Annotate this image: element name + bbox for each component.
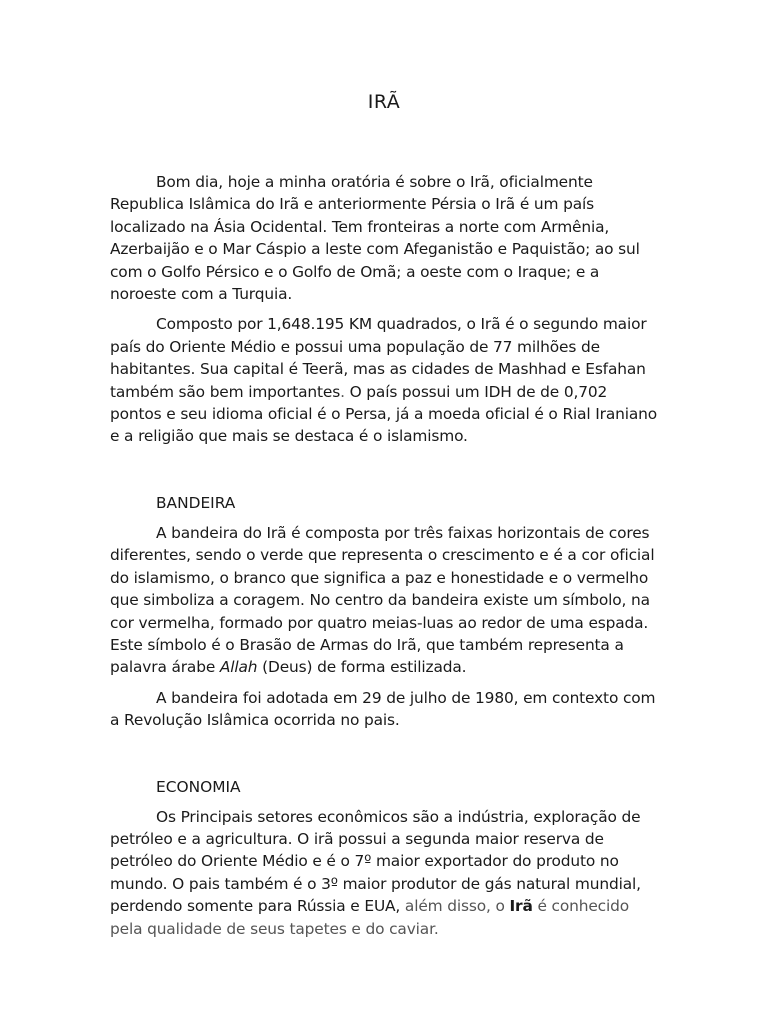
bandeira-paragraph-2-text: A bandeira foi adotada em 29 de julho de 1980, em contexto com a Revolução Islâmica ocorrida no pais. <box>110 688 656 730</box>
economia-paragraph-1-main: Os Principais setores econômicos são a indústria, exploração de petróleo e a agricultura. O irã possui a segunda maior reserva de petróleo do Oriente Médio e é o 7º maior exportador do produto no mundo. O pais também é o 3º maior produtor de gás natural mundial, perdendo somente para Rússia e EUA, <box>110 807 641 916</box>
intro-paragraph-2-period: . <box>340 382 345 401</box>
document-title: IRÃ <box>367 91 401 113</box>
section-heading-economia: ECONOMIA <box>156 777 241 796</box>
economia-paragraph-1-gray-2: é conhecido pela qualidade de seus tapetes e do caviar. <box>110 897 629 938</box>
intro-paragraph-2 <box>110 313 658 447</box>
economia-paragraph-1 <box>110 806 658 940</box>
intro-paragraph-2-rest: O país possui um IDH de de 0,702 pontos e seu idioma oficial é o Persa, já a moeda oficial é o Rial Iraniano e a religião que mais se destaca é o islamismo. <box>110 382 657 446</box>
document-page <box>110 88 658 940</box>
intro-paragraph-2-main: Composto por 1,648.195 KM quadrados, o Irã é o segundo maior país do Oriente Médio e possui uma população de 77 milhões de habitantes. Sua capital é Teerã, mas as cidades de Mashhad e Esfahan também são bem importantes <box>110 315 647 401</box>
economia-paragraph-1-bold: Irã <box>509 897 533 916</box>
intro-paragraph-1-text: Bom dia, hoje a minha oratória é sobre o Irã, oficialmente Republica Islâmica do Irã e anteriormente Pérsia o Irã é um país localizado na Ásia Ocidental. Tem fronteiras a norte com Armênia, Azerbaijão e o Mar Cáspio a leste com Afeganistão e Paquistão; ao sul com o Golfo Pérsico e o Golfo de Omã; a oeste com o Iraque; e a noroeste com a Turquia. <box>110 173 640 304</box>
bandeira-paragraph-1-italic: Allah <box>219 658 258 677</box>
bandeira-paragraph-1-before: A bandeira do Irã é composta por três faixas horizontais de cores diferentes, sendo o verde que representa o crescimento e é a cor oficial do islamismo, o branco que significa a paz e honestidade e o vermelho que simboliza a coragem. No centro da bandeira existe um símbolo, na cor vermelha, formado por quatro meias-luas ao redor de uma espada. Este símbolo é o Brasão de Armas do Irã, que também representa a palavra árabe <box>110 523 655 677</box>
bandeira-paragraph-1 <box>110 522 658 679</box>
economia-paragraph-1-gray-1: além disso, o <box>400 897 510 916</box>
bandeira-paragraph-2 <box>110 687 658 732</box>
intro-paragraph-1 <box>110 171 658 305</box>
section-heading-bandeira: BANDEIRA <box>156 493 236 512</box>
bandeira-paragraph-1-after: (Deus) de forma estilizada. <box>257 658 467 677</box>
